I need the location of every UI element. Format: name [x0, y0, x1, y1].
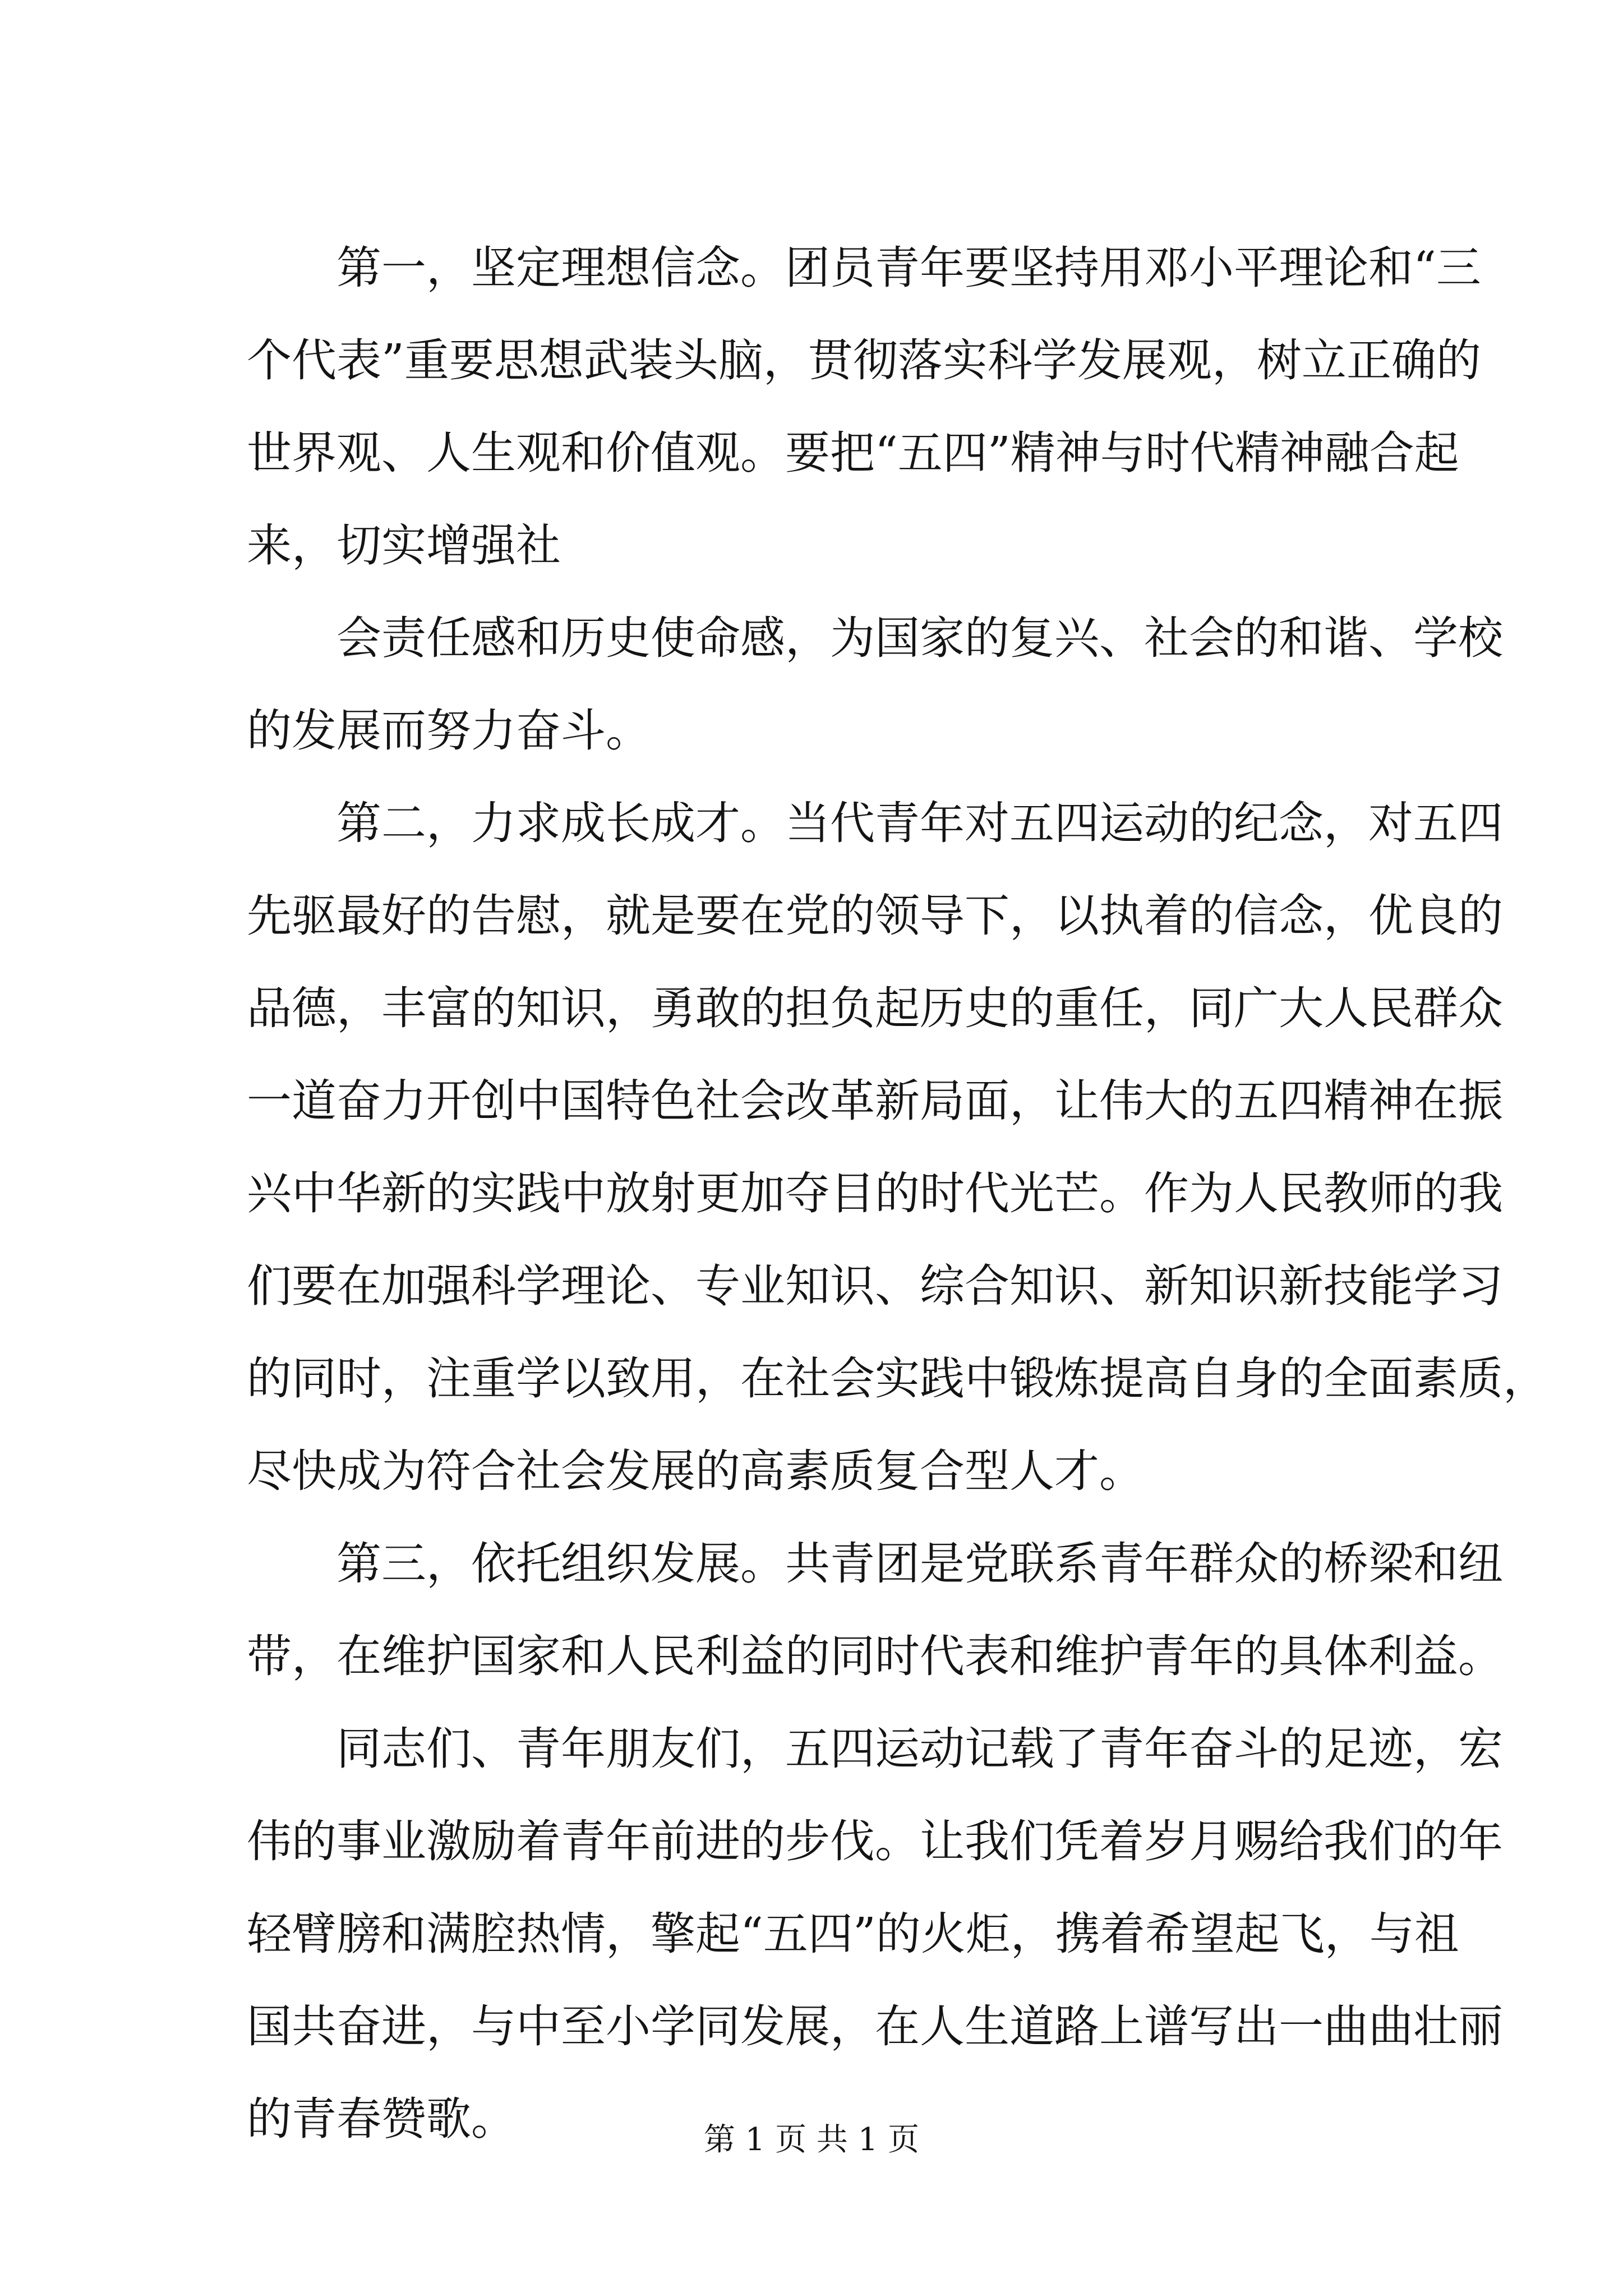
document-body [247, 222, 1548, 2165]
text-line: 会责任感和历史使命感，为国家的复兴、社会的和谐、学校 [336, 612, 1503, 664]
text-line: 同志们、青年朋友们，五四运动记载了青年奋斗的足迹，宏 [336, 1723, 1503, 1775]
paragraph-5 [247, 1703, 1503, 2165]
text-line: 第一，坚定理想信念。团员青年要坚持用邓小平理论和“三 [336, 242, 1481, 294]
page-footer: 第 1 页 共 1 页 [703, 2122, 920, 2158]
paragraph-1 [247, 222, 1481, 592]
text-line: 的同时，注重学以致用，在社会实践中锻炼提高自身的全面素质， [247, 1352, 1548, 1405]
text-line: 第二，力求成长成才。当代青年对五四运动的纪念，对五四 [336, 797, 1503, 849]
text-line: 轻臂膀和满腔热情，擎起“五四”的火炬，携着希望起飞，与祖 [247, 1908, 1459, 1960]
paragraph-3 [247, 777, 1548, 1517]
text-line: 们要在加强科学理论、专业知识、综合知识、新知识新技能学习 [247, 1260, 1503, 1312]
text-line: 的青春赞歌。 [247, 2093, 516, 2145]
text-line: 先驱最好的告慰，就是要在党的领导下，以执着的信念，优良的 [247, 890, 1503, 942]
text-line: 个代表”重要思想武装头脑，贯彻落实科学发展观，树立正确的 [247, 334, 1481, 386]
text-line: 世界观、人生观和价值观。要把“五四”精神与时代精神融合起 [247, 427, 1459, 479]
text-line: 国共奋进，与中至小学同发展，在人生道路上谱写出一曲曲壮丽 [247, 2000, 1503, 2053]
text-line: 品德，丰富的知识，勇敢的担负起历史的重任，同广大人民群众 [247, 982, 1503, 1034]
paragraph-2 [247, 592, 1503, 777]
text-line: 尽快成为符合社会发展的高素质复合型人才。 [247, 1445, 1144, 1497]
text-line: 伟的事业激励着青年前进的步伐。让我们凭着岁月赐给我们的年 [247, 1815, 1503, 1867]
text-line: 兴中华新的实践中放射更加夺目的时代光芒。作为人民教师的我 [247, 1167, 1503, 1220]
text-line: 来，切实增强社 [247, 519, 561, 572]
text-line: 第三，依托组织发展。共青团是党联系青年群众的桥梁和纽 [336, 1538, 1503, 1590]
text-line: 的发展而努力奋斗。 [247, 705, 651, 757]
text-line: 一道奋力开创中国特色社会改革新局面，让伟大的五四精神在振 [247, 1075, 1503, 1127]
text-line: 带，在维护国家和人民利益的同时代表和维护青年的具体利益。 [247, 1630, 1503, 1682]
paragraph-4 [247, 1517, 1503, 1703]
